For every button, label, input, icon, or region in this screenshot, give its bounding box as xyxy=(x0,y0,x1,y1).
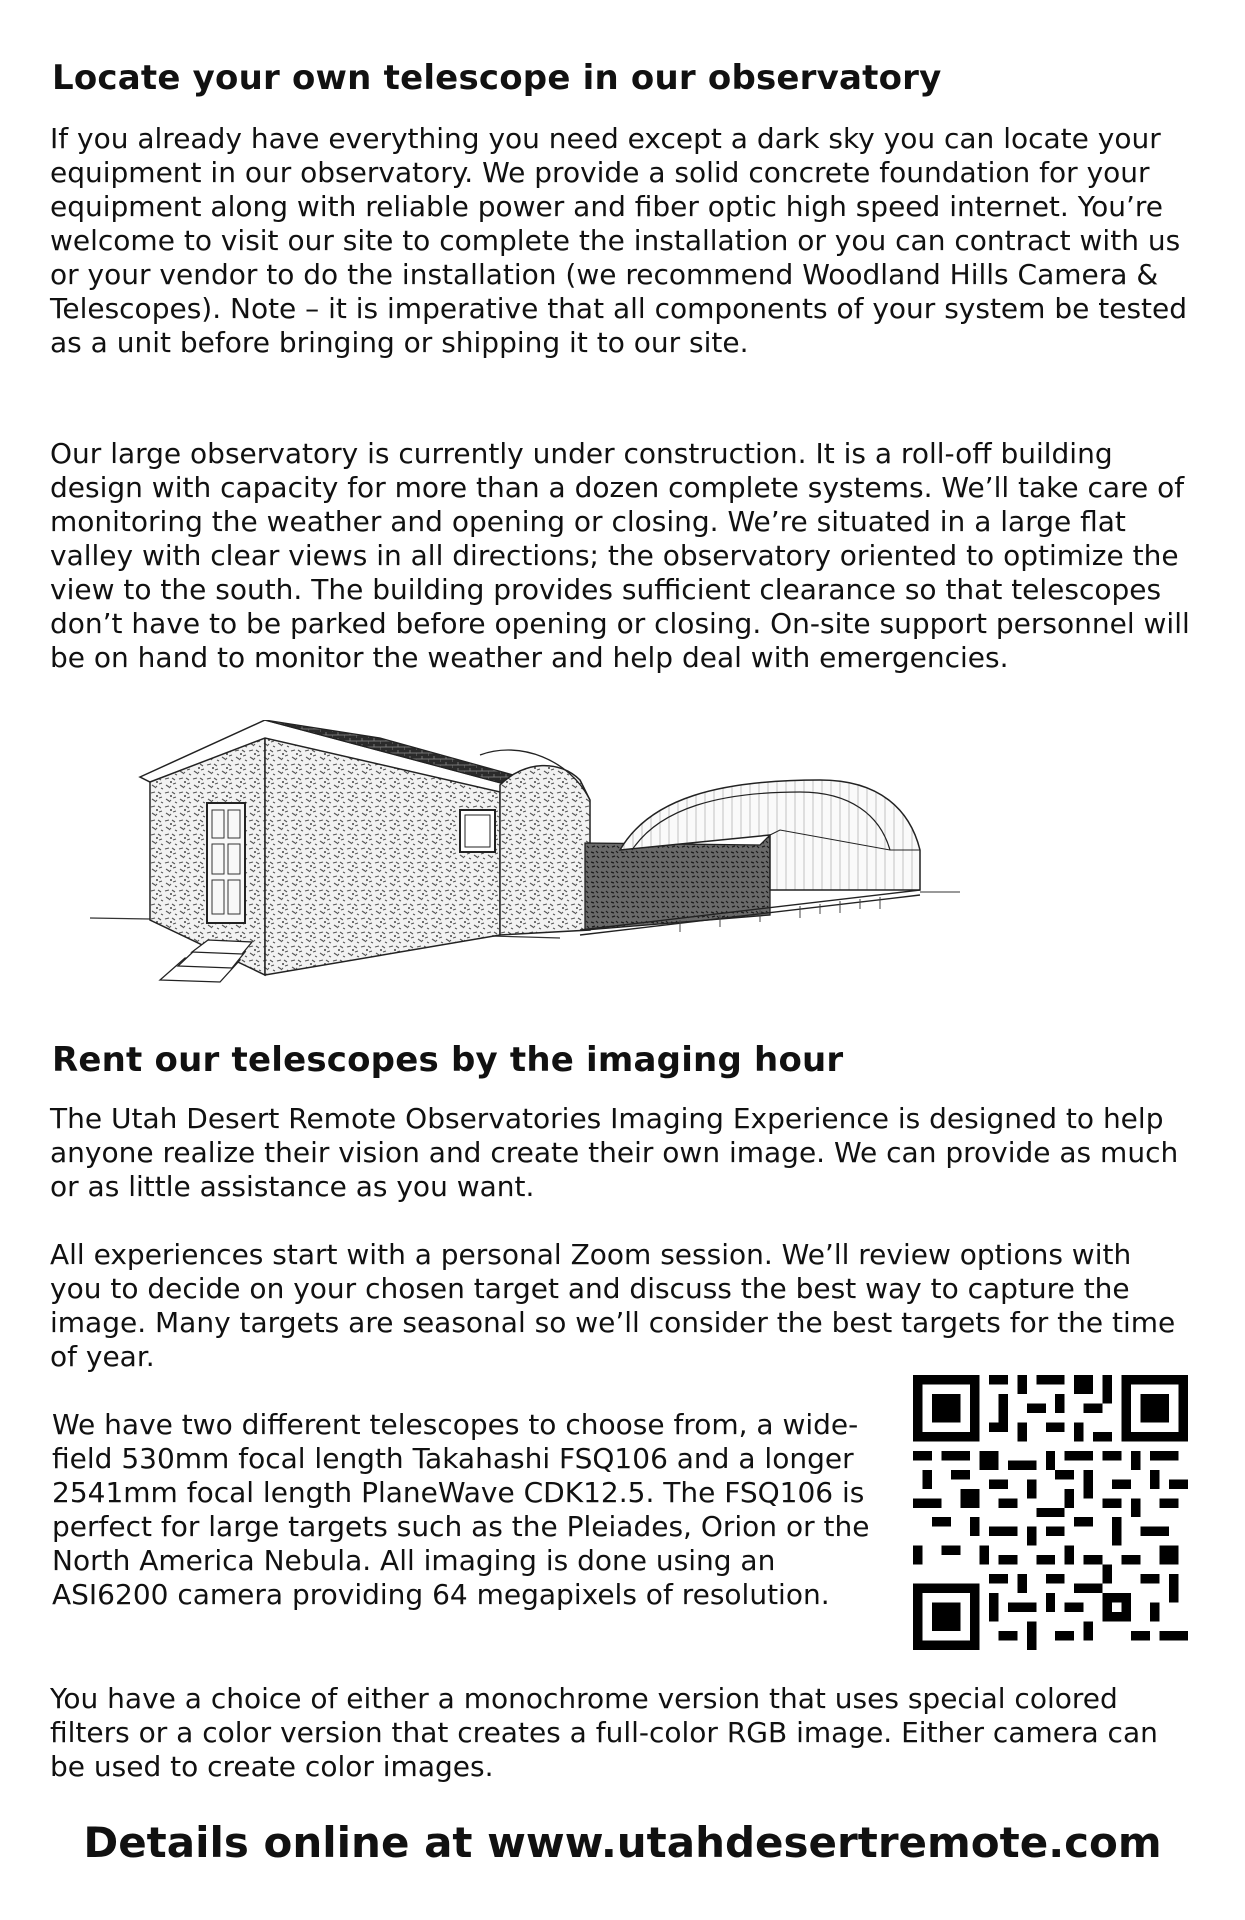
paragraph-rent-3: We have two different telescopes to choose from, a wide-field 530mm focal length Takahashi FSQ106 and a longer 2541mm focal length PlaneWave CDK12.5. The FSQ106 is perfect for large targets such as the Pleiades, Orion or the North America Nebula. All imaging is done using an ASI6200 camera providing 64 megapixels of resolution. xyxy=(52,1408,870,1611)
paragraph-locate-2: Our large observatory is currently under construction. It is a roll-off building design with capacity for more than a dozen complete systems. We’ll take care of monitoring the weather and opening or closing. We’re situated in a large flat valley with clear views in all directions; the observatory oriented to optimize the view to the south. The building provides sufficient clearance so that telescopes don’t have to be parked before opening or closing. On-site support personnel will be on hand to monitor the weather and help deal with emergencies. xyxy=(50,437,1190,674)
paragraph-rent-2: All experiences start with a personal Zoom session. We’ll review options with you to decide on your chosen target and discuss the best way to capture the image. Many targets are seasonal so we’ll consider the best targets for the time of year. xyxy=(50,1238,1176,1373)
observatory-illustration xyxy=(80,720,1070,1010)
paragraph-rent-1: The Utah Desert Remote Observatories Imaging Experience is designed to help anyone realize their vision and create their own image. We can provide as much or as little assistance as you want. xyxy=(50,1102,1179,1203)
paragraph-rent-4: You have a choice of either a monochrome version that uses special colored filters or a color version that creates a full-color RGB image. Either camera can be used to create color images. xyxy=(50,1682,1158,1783)
section-heading-locate: Locate your own telescope in our observatory xyxy=(52,58,942,98)
section-heading-rent: Rent our telescopes by the imaging hour xyxy=(52,1040,844,1080)
qr-code-icon[interactable] xyxy=(913,1375,1188,1650)
footer-website[interactable]: Details online at www.utahdesertremote.com xyxy=(83,1818,1162,1867)
paragraph-locate-1: If you already have everything you need except a dark sky you can locate your equipment in our observatory. We provide a solid concrete foundation for your equipment along with reliable power and fiber optic high speed internet. You’re welcome to visit our site to complete the installation or you can contract with us or your vendor to do the installation (we recommend Woodland Hills Camera & Telescopes). Note – it is imperative that all components of your system be tested as a unit before bringing or shipping it to our site. xyxy=(50,122,1188,359)
